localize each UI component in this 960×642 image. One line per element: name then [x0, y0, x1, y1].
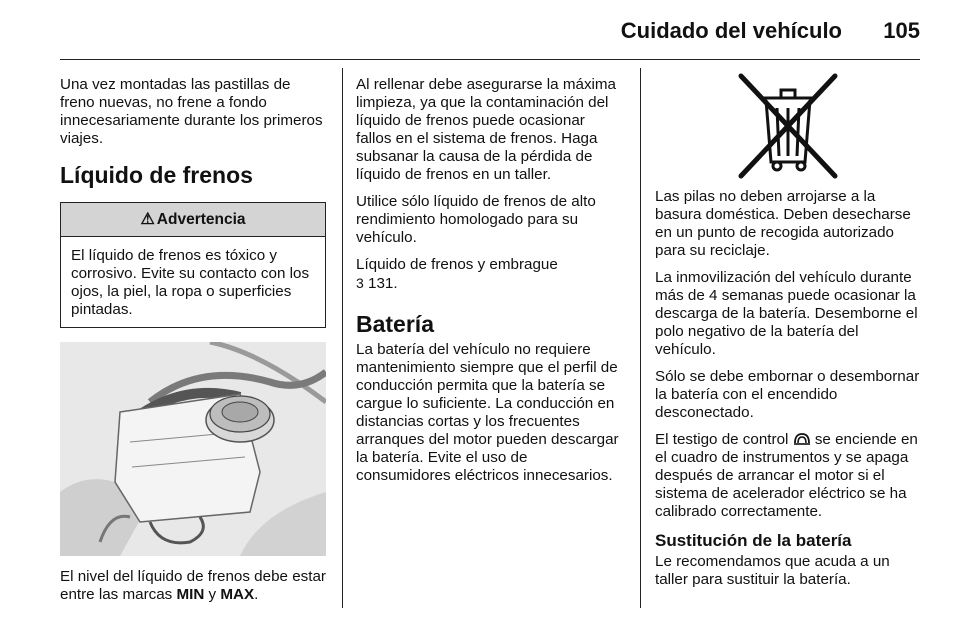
section-title-brake-fluid: Líquido de frenos — [60, 162, 253, 188]
header-title: Cuidado del vehículo — [620, 18, 842, 43]
paragraph-replacement: Le recomendamos que acuda a un taller para sustituir la batería. — [655, 553, 890, 588]
cross-reference-arrow-icon: 3 — [356, 275, 364, 291]
warning-box — [60, 202, 326, 328]
paragraph-ignition: Sólo se debe embornar o desembornar la batería con el encendido desconectado. — [655, 368, 920, 421]
paragraph-disposal: Las pilas no deben arrojarse a la basura doméstica. Deben desecharse en un punto de recogida autorizado para su reciclaje. — [655, 188, 911, 259]
header-rule — [60, 59, 920, 60]
intro-paragraph: Una vez montadas las pastillas de freno nuevas, no frene a fondo innecesariamente durante los primeros viajes. — [60, 76, 323, 147]
column-divider — [640, 68, 641, 608]
warning-header — [61, 203, 325, 237]
cross-reference-label: Líquido de frenos y embrague — [356, 256, 558, 273]
preheat-coil-icon — [793, 432, 811, 446]
level-paragraph — [60, 568, 326, 604]
paragraph-cross-reference — [356, 256, 624, 293]
paragraph-control-light — [655, 431, 921, 521]
warning-title: Advertencia — [156, 211, 246, 228]
mark-max: MAX — [220, 586, 255, 603]
cross-reference-page: 131. — [368, 275, 398, 292]
warning-triangle-icon: ⚠ — [140, 211, 155, 228]
column-middle — [356, 76, 624, 494]
page-header — [60, 14, 920, 60]
level-text-end: . — [254, 586, 259, 603]
mark-min: MIN — [176, 586, 205, 603]
column-divider — [342, 68, 343, 608]
control-light-text: El testigo de control — [655, 431, 793, 448]
control-light-text-after: se enciende en el cuadro de instrumentos y se apaga después de arrancar el motor si el sistema de acelerador eléctrico se ha calibrado correctamente. — [655, 431, 918, 520]
paragraph-cleanliness: Al rellenar debe asegurarse la máxima limpieza, ya que la contaminación del líquido de frenos puede ocasionar fallos en el sistema de frenos. Haga subsanar la causa de la pérdida de líquido de frenos en un taller. — [356, 76, 617, 183]
subsection-title-battery-replacement: Sustitución de la batería — [655, 531, 852, 550]
paragraph-immobilization: La inmovilización del vehículo durante más de 4 semanas puede ocasionar la descarga de la batería. Desemborne el polo negativo de la batería del vehículo. — [655, 269, 918, 358]
crossed-out-bin-icon — [733, 72, 843, 180]
paragraph-battery-maintenance: La batería del vehículo no requiere mantenimiento siempre que el perfil de conducción permita que la batería se cargue lo suficiente. La conducción en distancias cortas y los frecuentes arranques del motor pueden descargar la batería. Evite el uso de consumidores eléctricos innecesarios. — [356, 341, 619, 484]
paragraph-fluid-type: Utilice sólo líquido de frenos de alto rendimiento homologado para su vehículo. — [356, 193, 596, 246]
level-text-and: y — [204, 586, 221, 603]
column-left — [60, 76, 326, 613]
section-title-battery: Batería — [356, 311, 434, 337]
page-number: 105 — [883, 18, 920, 43]
level-text: El nivel del líquido de frenos debe estar entre las marcas — [60, 568, 326, 603]
brake-fluid-reservoir-image — [60, 342, 326, 556]
column-right — [655, 76, 921, 598]
warning-text: El líquido de frenos es tóxico y corrosivo. Evite su contacto con los ojos, la piel, la ropa o superficies pintadas. — [71, 247, 310, 318]
